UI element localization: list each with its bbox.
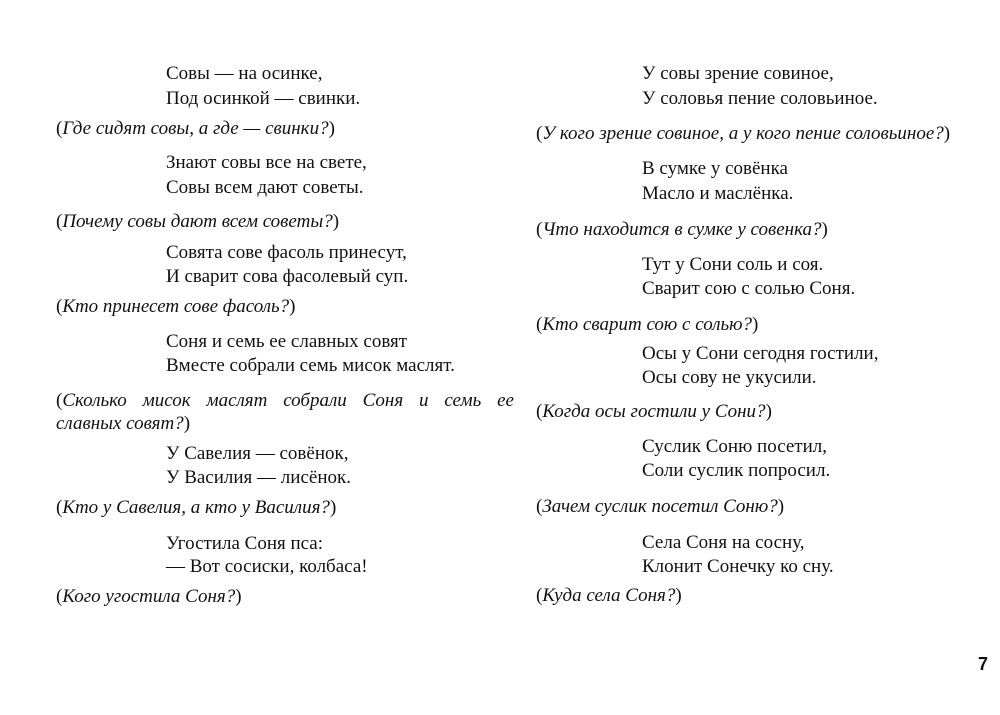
question: (У кого зрение совиное, а у кого пение соловьиное?) (536, 123, 951, 144)
verse-line: Осы сову не укусили. (642, 367, 817, 388)
question: (Кого угостила Соня?) (56, 586, 242, 607)
question: (Кто сварит сою с солью?) (536, 314, 759, 335)
verse-line: Знают совы все на свете, (166, 152, 367, 173)
verse-line: И сварит сова фасолевый суп. (166, 266, 409, 287)
verse-line: Совы — на осинке, (166, 63, 323, 84)
question: (Зачем суслик посетил Соню?) (536, 496, 785, 517)
question: (Где сидят совы, а где — свинки?) (56, 118, 335, 139)
verse-line: У совы зрение совиное, (642, 63, 834, 84)
question: (Кто у Савелия, а кто у Василия?) (56, 497, 337, 518)
verse-line: Угостила Соня пса: (166, 533, 324, 554)
verse-line: Масло и маслёнка. (642, 183, 794, 204)
verse-line: Суслик Соню посетил, (642, 436, 827, 457)
question: (Почему совы дают всем советы?) (56, 211, 340, 232)
verse-line: — Вот сосиски, колбаса! (166, 556, 368, 577)
verse-line: У соловья пение соловьиное. (642, 88, 878, 109)
verse-line: Соня и семь ее славных совят (166, 331, 408, 352)
verse-line: Совы всем дают советы. (166, 177, 364, 198)
page-number: 7 (977, 654, 988, 674)
question: (Что находится в сумке у совенка?) (536, 219, 828, 240)
verse-line: Села Соня на сосну, (642, 532, 805, 553)
verse-line: В сумке у совёнка (642, 158, 788, 179)
question: (Сколько мисок маслят собрали Соня и семь ее (56, 390, 514, 411)
question: (Куда села Соня?) (536, 585, 682, 606)
verse-line: У Василия — лисёнок. (166, 467, 351, 488)
verse-line: Сварит сою с солью Соня. (642, 278, 856, 299)
verse-line: Совята сове фасоль принесут, (166, 242, 407, 263)
question: (Когда осы гостили у Сони?) (536, 401, 772, 422)
verse-line: Осы у Сони сегодня гостили, (642, 343, 879, 364)
verse-line: Под осинкой — свинки. (166, 88, 361, 109)
verse-line: Соли суслик попросил. (642, 460, 831, 481)
question: (Кто принесет сове фасоль?) (56, 296, 296, 317)
verse-line: Вместе собрали семь мисок маслят. (166, 355, 455, 376)
verse-line: Тут у Сони соль и соя. (642, 254, 824, 275)
verse-line: У Савелия — совёнок, (166, 443, 349, 464)
question-continued: славных совят?) (56, 413, 191, 434)
verse-line: Клонит Сонечку ко сну. (642, 556, 834, 577)
